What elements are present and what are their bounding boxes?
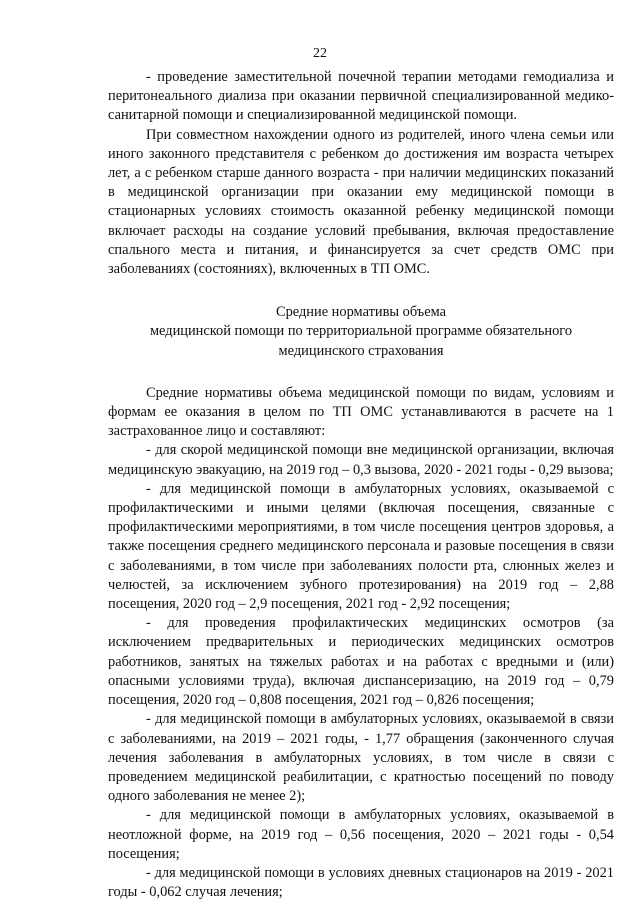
paragraph-preventive-exams: - для проведения профилактических медицинских осмотров (за исключением предварительных и периодических медицинских осмотров работников, занятых на тяжелых работах и на работах с вредными и (или) опасными условиями труда), включая диспансеризацию, на 2019 год – 0,79 посещения, 2020 год – 0,808 посещения, 2021 год – 0,826 посещения; (108, 615, 614, 709)
paragraph-outpatient-urgent: - для медицинской помощи в амбулаторных условиях, оказываемой в неотложной форме, на 2019 год – 0,56 посещения, 2020 – 2021 годы - 0,54 посещения; (108, 807, 614, 862)
paragraph-outpatient-disease: - для медицинской помощи в амбулаторных условиях, оказываемой в связи с заболеваниями, на 2019 – 2021 годы, - 1,77 обращения (законченного случая лечения заболевания в амбулаторных условиях, в том числе в связи с проведением медицинской реабилитации, с кратностью посещений по поводу одного заболевания не менее 2); (108, 711, 614, 805)
section-heading (108, 303, 614, 361)
paragraph-outpatient-preventive: - для медицинской помощи в амбулаторных условиях, оказываемой с профилактическими и иными целями (включая посещения, связанные с профилактическими мероприятиями, в том числе посещения центров здоровья, а также посещения среднего медицинского персонала и разовые посещения в связи с заболеваниями, в том числе при заболеваниях полости рта, слюнных желез и челюстей, за исключением зубного протезирования) на 2019 год – 2,88 посещения, 2020 год – 2,9 посещения, 2021 год - 2,92 посещения; (108, 480, 614, 613)
paragraph-ambulance: - для скорой медицинской помощи вне медицинской организации, включая медицинскую эвакуацию, на 2019 год – 0,3 вызова, 2020 - 2021 годы - 0,29 вызова; (108, 442, 614, 478)
paragraph-norms-intro: Средние нормативы объема медицинской помощи по видам, условиям и формам ее оказания в целом по ТП ОМС устанавливаются в расчете на 1 застрахованное лицо и составляют: (108, 384, 614, 440)
paragraph-parent-stay: При совместном нахождении одного из родителей, иного члена семьи или иного законного представителя с ребенком до достижения им возраста четырех лет, а с ребенком старше данного возраста - при наличии медицинских показаний в медицинской организации при оказании ему медицинской помощи в стационарных условиях стоимость оказанной ребенку медицинской помощи включает расходы на создание условий пребывания, включая предоставление спального места и питания, и финансируется за счет средств ОМС при заболеваниях (состояниях), включенных в ТП ОМС. (108, 126, 614, 278)
document-body (108, 68, 614, 902)
section-heading-line-2: медицинской помощи по территориальной программе обязательного (149, 323, 573, 340)
page-number: 22 (313, 46, 327, 61)
section-heading-line-1: Средние нормативы объема (275, 304, 447, 321)
paragraph-day-hospital: - для медицинской помощи в условиях дневных стационаров на 2019 - 2021 годы - 0,062 случая лечения; (108, 864, 614, 901)
paragraph-dialysis: - проведение заместительной почечной терапии методами гемодиализа и перитонеального диализа при оказании первичной специализированной медико-санитарной помощи и специализированной медицинской помощи. (108, 69, 614, 124)
section-heading-line-3: медицинского страхования (278, 342, 444, 359)
